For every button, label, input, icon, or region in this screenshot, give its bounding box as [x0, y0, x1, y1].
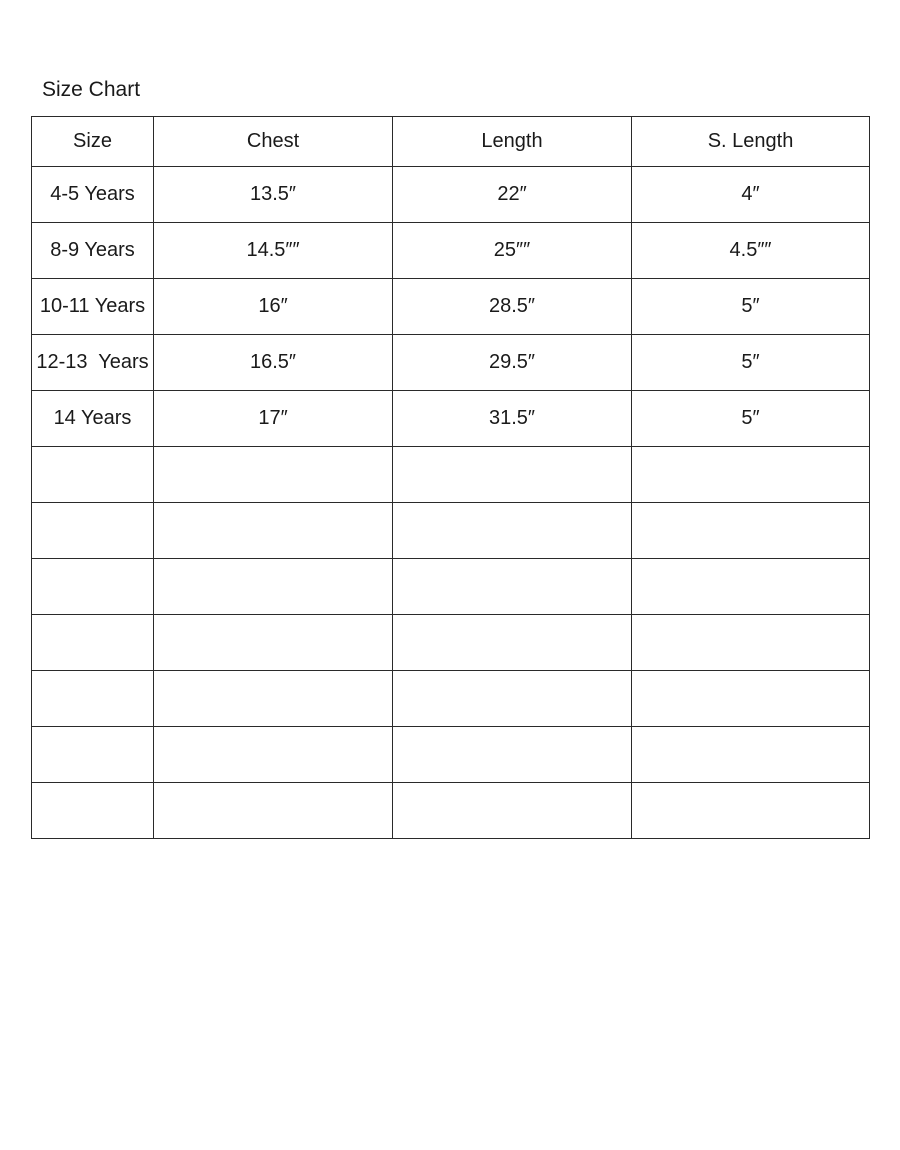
table-header-row — [32, 117, 870, 167]
cell-chest: 17″ — [154, 391, 393, 447]
cell-chest — [154, 503, 393, 559]
cell-chest — [154, 727, 393, 783]
cell-chest: 16″ — [154, 279, 393, 335]
cell-sleeve-length — [632, 447, 870, 503]
cell-length: 22″ — [393, 167, 632, 223]
table-row — [32, 671, 870, 727]
table-row — [32, 559, 870, 615]
cell-size: 4-5 Years — [32, 167, 154, 223]
cell-chest — [154, 783, 393, 839]
cell-length — [393, 671, 632, 727]
cell-size: 8-9 Years — [32, 223, 154, 279]
cell-chest: 16.5″ — [154, 335, 393, 391]
cell-length — [393, 503, 632, 559]
cell-sleeve-length — [632, 671, 870, 727]
cell-sleeve-length: 5″ — [632, 335, 870, 391]
cell-length: 31.5″ — [393, 391, 632, 447]
cell-length — [393, 615, 632, 671]
table-row — [32, 615, 870, 671]
cell-size: 12-13 Years — [32, 335, 154, 391]
cell-chest: 13.5″ — [154, 167, 393, 223]
table-row — [32, 391, 870, 447]
cell-length — [393, 447, 632, 503]
table-row — [32, 783, 870, 839]
cell-sleeve-length: 4″ — [632, 167, 870, 223]
table-row — [32, 503, 870, 559]
cell-sleeve-length: 5″ — [632, 279, 870, 335]
cell-sleeve-length — [632, 559, 870, 615]
table-row — [32, 335, 870, 391]
table-row — [32, 447, 870, 503]
cell-size — [32, 783, 154, 839]
table-row — [32, 223, 870, 279]
header-length: Length — [393, 117, 632, 167]
cell-size — [32, 447, 154, 503]
cell-length — [393, 559, 632, 615]
cell-size — [32, 559, 154, 615]
cell-sleeve-length — [632, 615, 870, 671]
cell-chest — [154, 671, 393, 727]
header-chest: Chest — [154, 117, 393, 167]
cell-sleeve-length — [632, 503, 870, 559]
table-body — [32, 167, 870, 839]
cell-chest — [154, 447, 393, 503]
table-row — [32, 279, 870, 335]
cell-size: 10-11 Years — [32, 279, 154, 335]
cell-length: 25″″ — [393, 223, 632, 279]
cell-chest — [154, 615, 393, 671]
header-sleeve-length: S. Length — [632, 117, 870, 167]
size-chart-table — [31, 116, 870, 839]
page-title: Size Chart — [42, 78, 141, 101]
cell-length — [393, 727, 632, 783]
cell-size — [32, 671, 154, 727]
cell-size — [32, 503, 154, 559]
cell-sleeve-length: 5″ — [632, 391, 870, 447]
cell-sleeve-length — [632, 727, 870, 783]
cell-length — [393, 783, 632, 839]
cell-length: 29.5″ — [393, 335, 632, 391]
cell-sleeve-length: 4.5″″ — [632, 223, 870, 279]
header-size: Size — [32, 117, 154, 167]
table-row — [32, 727, 870, 783]
cell-size: 14 Years — [32, 391, 154, 447]
cell-sleeve-length — [632, 783, 870, 839]
table-row — [32, 167, 870, 223]
cell-chest: 14.5″″ — [154, 223, 393, 279]
cell-length: 28.5″ — [393, 279, 632, 335]
cell-chest — [154, 559, 393, 615]
cell-size — [32, 615, 154, 671]
cell-size — [32, 727, 154, 783]
